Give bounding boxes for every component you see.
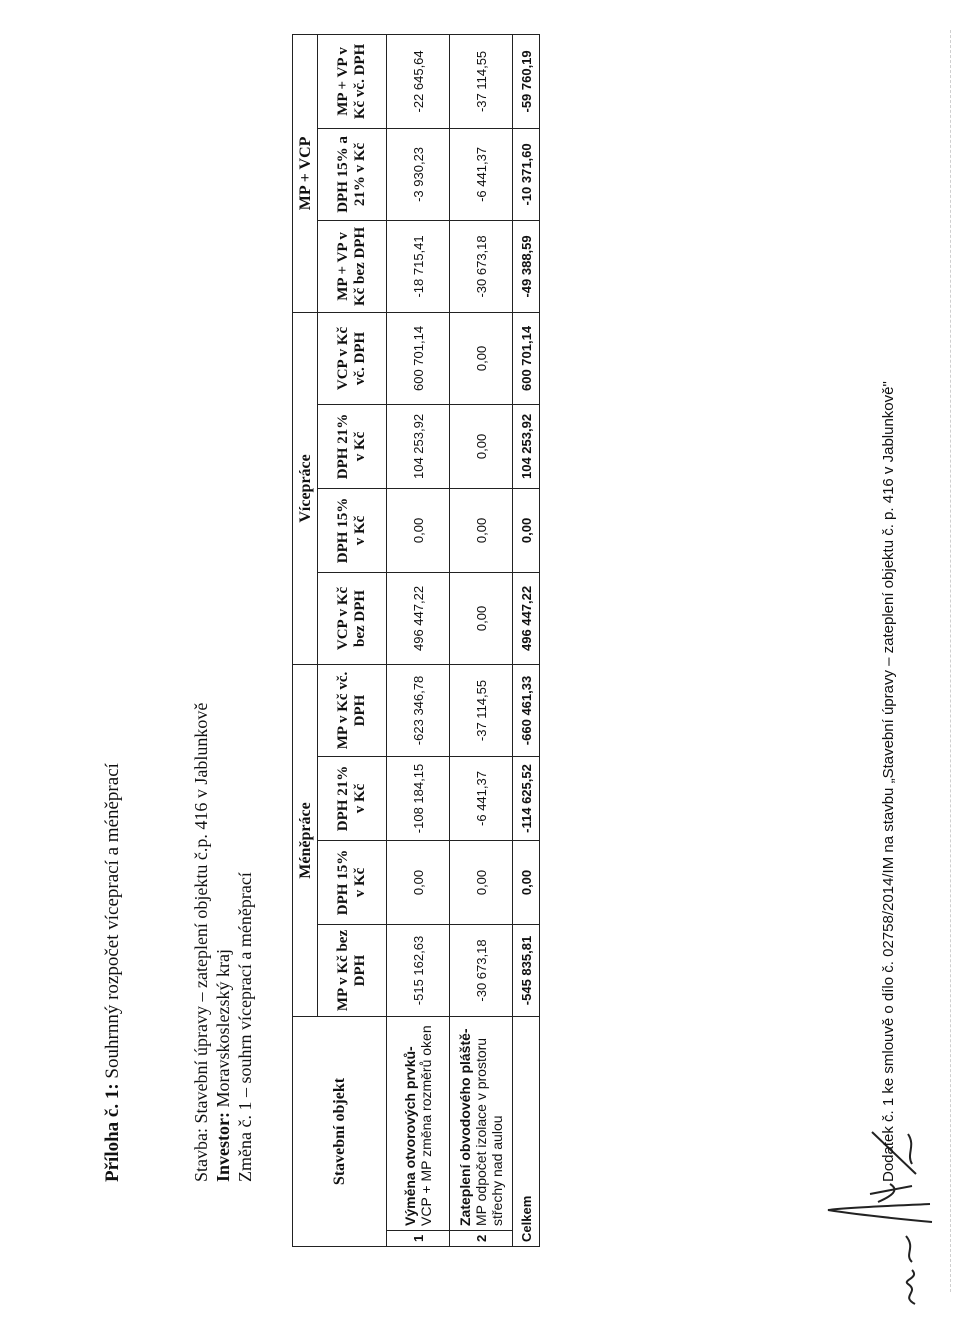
table-cell: 0,00 — [387, 841, 450, 925]
row-description — [387, 1017, 450, 1231]
table-cell: -515 162,63 — [387, 925, 450, 1017]
total-cell: -545 835,81 — [513, 925, 540, 1017]
table-cell: -623 346,78 — [387, 664, 450, 756]
table-cell: 0,00 — [450, 488, 513, 572]
document-heading — [102, 763, 124, 1182]
table-cell: -18 715,41 — [387, 220, 450, 312]
table-cell: -22 645,64 — [387, 34, 450, 128]
table-cell: 0,00 — [450, 841, 513, 925]
table-cell: -3 930,23 — [387, 128, 450, 220]
heading-text: Souhrnný rozpočet víceprací a méněprací — [102, 763, 123, 1079]
group-header-mp-vcp: MP + VCP — [293, 34, 318, 312]
col-header: MP + VP v Kč bez DPH — [318, 220, 387, 312]
row-object-name: Výměna otvorových prvků- — [402, 1046, 418, 1226]
total-cell: -660 461,33 — [513, 664, 540, 756]
table-cell: -30 673,18 — [450, 925, 513, 1017]
col-header: DPH 21% v Kč — [318, 404, 387, 488]
table-cell: -37 114,55 — [450, 34, 513, 128]
row-description — [450, 1017, 513, 1231]
table-cell: 0,00 — [450, 312, 513, 404]
total-cell: 104 253,92 — [513, 404, 540, 488]
col-header: DPH 15% v Kč — [318, 488, 387, 572]
row-number: 2 — [450, 1231, 513, 1247]
table-cell: -30 673,18 — [450, 220, 513, 312]
col-header-object: Stavební objekt — [293, 1017, 387, 1247]
row-object-name: Zateplení obvodového pláště- — [457, 1028, 473, 1226]
col-header: VCP v Kč bez DPH — [318, 572, 387, 664]
group-header-menceprace: Méněpráce — [293, 664, 318, 1016]
table-cell: 496 447,22 — [387, 572, 450, 664]
table-total-row — [513, 34, 540, 1246]
budget-table — [292, 34, 540, 1247]
meta-zmena: Změna č. 1 – souhrn víceprací a méněprací — [235, 872, 255, 1182]
total-cell: -10 371,60 — [513, 128, 540, 220]
total-cell: -114 625,52 — [513, 757, 540, 841]
total-cell: -59 760,19 — [513, 34, 540, 128]
col-header: DPH 15% v Kč — [318, 841, 387, 925]
table-cell: -37 114,55 — [450, 664, 513, 756]
col-header: MP v Kč bez DPH — [318, 925, 387, 1017]
table-cell: -108 184,15 — [387, 757, 450, 841]
row-number: 1 — [387, 1231, 450, 1247]
col-header: MP v Kč vč. DPH — [318, 664, 387, 756]
meta-investor — [212, 703, 234, 1182]
table-cell: -6 441,37 — [450, 128, 513, 220]
total-cell: 0,00 — [513, 488, 540, 572]
col-header: MP + VP v Kč vč. DPH — [318, 34, 387, 128]
total-cell: 600 701,14 — [513, 312, 540, 404]
col-header: DPH 21% v Kč — [318, 757, 387, 841]
document-footer: Dodatek č. 1 ke smlouvě o dílo č. 02758/2014/IM na stavbu „Stavební úpravy – zateplení objektu č. p. 416 v Jablunkově" — [880, 381, 897, 1182]
table-cell: 0,00 — [387, 488, 450, 572]
meta-stavba-value: Stavební úpravy – zateplení objektu č.p. 416 v Jablunkově — [191, 702, 211, 1124]
table-cell: -6 441,37 — [450, 757, 513, 841]
table-row — [387, 34, 450, 1246]
row-object-desc: MP odpočet izolace v prostoru střechy nad aulou — [473, 1037, 505, 1226]
meta-investor-label: Investor: — [213, 1112, 233, 1182]
meta-stavba — [190, 703, 212, 1182]
col-header: DPH 15% a 21% v Kč — [318, 128, 387, 220]
project-meta — [190, 703, 256, 1182]
table-group-header — [293, 34, 318, 1246]
heading-label: Příloha č. 1: — [102, 1083, 123, 1182]
table-cell: 600 701,14 — [387, 312, 450, 404]
total-label: Celkem — [513, 1017, 540, 1247]
scan-edge-line — [950, 30, 951, 1292]
group-header-viceprace: Vícepráce — [293, 312, 318, 664]
table-cell: 0,00 — [450, 572, 513, 664]
row-object-desc: VCP + MP změna rozměrů oken — [418, 1025, 434, 1226]
meta-investor-value: Moravskoslezský kraj — [213, 949, 233, 1108]
col-header: VCP v Kč vč. DPH — [318, 312, 387, 404]
table-cell: 0,00 — [450, 404, 513, 488]
table-row — [450, 34, 513, 1246]
meta-stavba-label: Stavba: — [191, 1128, 211, 1182]
total-cell: 496 447,22 — [513, 572, 540, 664]
table-cell: 104 253,92 — [387, 404, 450, 488]
total-cell: -49 388,59 — [513, 220, 540, 312]
total-cell: 0,00 — [513, 841, 540, 925]
